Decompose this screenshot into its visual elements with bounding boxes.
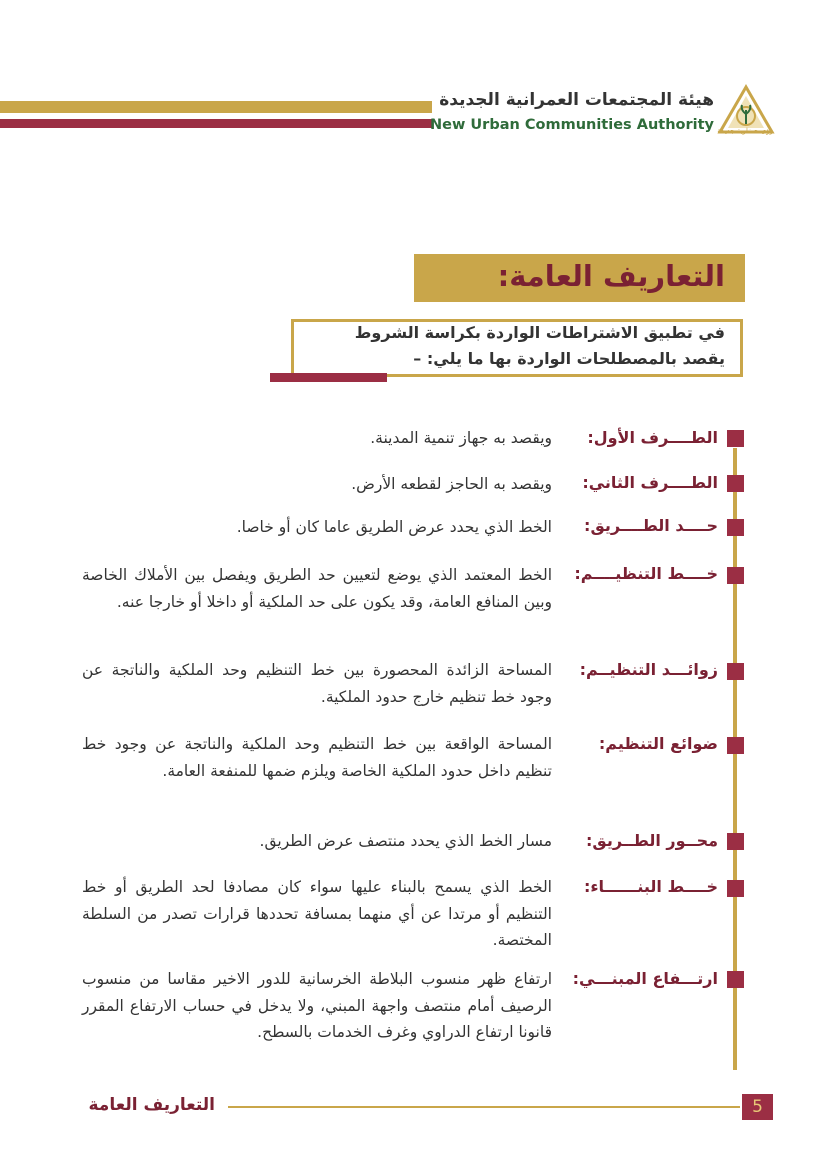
def-first-party: ويقصد به جهاز تنمية المدينة. bbox=[370, 429, 552, 447]
section-title: التعاريف العامة: bbox=[497, 259, 725, 293]
bullet-square bbox=[727, 475, 744, 492]
bullet-square bbox=[727, 519, 744, 536]
bullet-square bbox=[727, 663, 744, 680]
bullet-square bbox=[727, 971, 744, 988]
bullet-square bbox=[727, 567, 744, 584]
term-regulation-surplus: زوائـــد التنظيــم: bbox=[579, 660, 718, 679]
term-building-line: خــــط البنــــــاء: bbox=[583, 877, 718, 896]
term-second-party: الطــــرف الثاني: bbox=[582, 473, 718, 492]
def-regulation-loss: المساحة الواقعة بين خط التنظيم وحد الملكية والناتجة عن وجود خط تنظيم داخل حدود الملكية الخاصة ويلزم ضمها للمنفعة العامة. bbox=[82, 735, 552, 780]
org-name-arabic: هيئة المجتمعات العمرانية الجديدة bbox=[439, 90, 714, 110]
def-road-axis: مسار الخط الذي يحدد منتصف عرض الطريق. bbox=[259, 832, 552, 850]
def-second-party: ويقصد به الحاجز لقطعه الأرض. bbox=[351, 475, 552, 493]
def-road-boundary: الخط الذي يحدد عرض الطريق عاما كان أو خاصا. bbox=[236, 518, 552, 536]
term-first-party: الطــــرف الأول: bbox=[587, 428, 718, 447]
header-maroon-bar bbox=[0, 119, 432, 128]
page-number: 5 bbox=[742, 1094, 773, 1120]
def-building-line: الخط الذي يسمح بالبناء عليها سواء كان مصادفا لحد الطريق أو خط التنظيم أو مرتدا عن أي منهما بمسافة تحددها قرارات تصدر من السلطة المختصة. bbox=[82, 878, 552, 949]
footer-line bbox=[228, 1106, 740, 1108]
term-road-boundary: حــــد الطــــريق: bbox=[584, 516, 718, 535]
term-regulation-loss: ضوائع التنظيم: bbox=[598, 734, 718, 753]
bullet-square bbox=[727, 737, 744, 754]
term-building-height: ارتـــفاع المبنـــي: bbox=[572, 969, 718, 988]
org-name-english: New Urban Communities Authority bbox=[430, 117, 714, 133]
bullet-square bbox=[727, 880, 744, 897]
bullet-square bbox=[727, 430, 744, 447]
intro-line-2: يقصد بالمصطلحات الواردة بها ما يلي: – bbox=[413, 349, 725, 368]
term-road-axis: محــور الطــريق: bbox=[586, 831, 718, 850]
intro-line-1: في تطبيق الاشتراطات الواردة بكراسة الشروط bbox=[354, 323, 725, 342]
def-regulation-surplus: المساحة الزائدة المحصورة بين خط التنظيم وحد الملكية والناتجة عن وجود خط تنظيم خارج حدود الملكية. bbox=[82, 661, 552, 706]
bullet-square bbox=[727, 833, 744, 850]
def-building-height: ارتفاع ظهر منسوب البلاطة الخرسانية للدور الاخير مقاسا من منسوب الرصيف أمام منتصف واجهة المبني، ولا يدخل في حساب الارتفاع المقرر قانونا ارتفاع الدراوي وغرف الخدمات بالسطح. bbox=[82, 970, 552, 1041]
intro-accent-bar bbox=[270, 373, 387, 382]
header-gold-bar bbox=[0, 101, 432, 113]
logo-slogan: رؤى حضارية جديدة bbox=[717, 127, 773, 135]
def-regulation-line: الخط المعتمد الذي يوضع لتعيين حد الطريق ويفصل بين الأملاك الخاصة وبين المنافع العامة، وقد يكون على حد الملكية أو داخلا أو خارجا عنه. bbox=[82, 566, 552, 611]
footer-title: التعاريف العامة bbox=[88, 1095, 215, 1115]
term-regulation-line: خــــط التنظيــــم: bbox=[574, 564, 718, 583]
